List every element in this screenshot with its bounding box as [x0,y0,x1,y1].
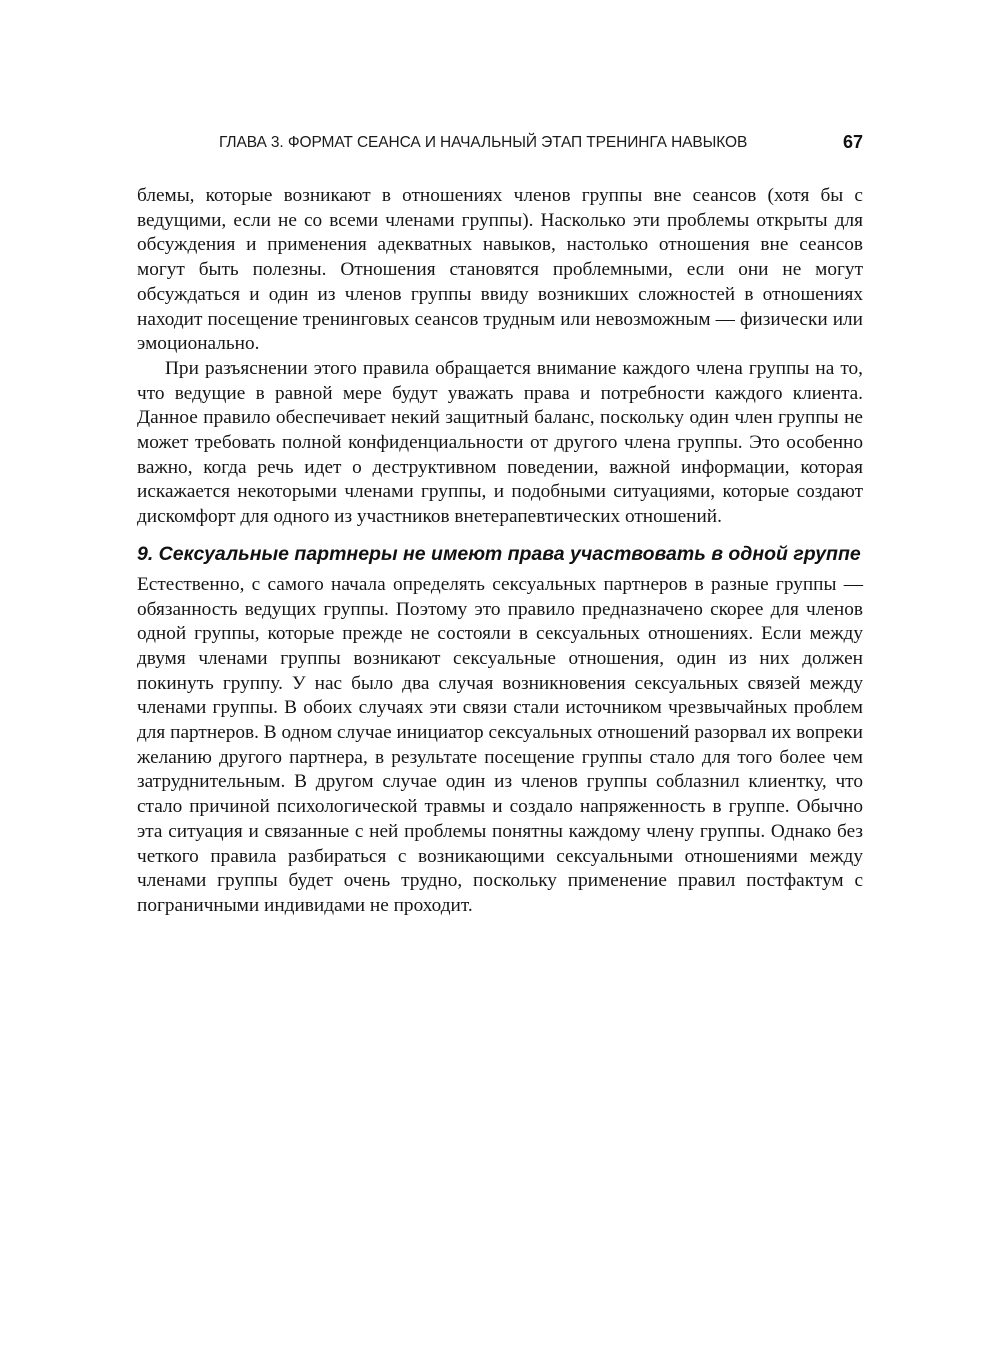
body-paragraph-continued: блемы, которые возникают в отношениях членов группы вне сеансов (хотя бы с ведущими, если не со всеми членами группы). Насколько эти проблемы открыты для обсуждения и применения адекватных навыков, настолько отношения вне сеансов могут быть полезны. Отношения становятся проблемными, если они не могут обсуждаться и один из членов группы ввиду возникших сложностей в отношениях находит посещение тренинговых сеансов трудным или невозможным — физически или эмоционально. [137,185,863,355]
body-paragraph: При разъяснении этого правила обращается внимание каждого члена группы на то, что ведущие в равной мере будут уважать права и потребности каждого клиента. Данное правило обеспечивает некий защитный баланс, поскольку один член группы не может требовать полной конфиденциальности от другого члена группы. Это особенно важно, когда речь идет о деструктивном поведении, важной информации, которая искажается некоторыми членами группы, и подобными ситуациями, которые создают дискомфорт для одного из участников внетерапевтических отношений. [137,357,863,528]
running-header [137,133,863,157]
page-body [137,184,863,919]
body-paragraph: Естественно, с самого начала определять сексуальных партнеров в разные группы — обязанность ведущих группы. Поэтому это правило предназначено скорее для членов одной группы, которые прежде не состояли в сексуальных отношениях. Если между двумя членами группы возникают сексуальные отношения, один из них должен покинуть группу. У нас было два случая возникновения сексуальных связей между членами группы. В обоих случаях эти связи стали источником чрезвычайных проблем для партнеров. В одном случае инициатор сексуальных отношений разорвал их вопреки желанию другого партнера, в результате посещение группы стало для того более чем затруднительным. В другом случае один из членов группы соблазнил клиентку, что стало причиной психологической травмы и создало напряженность в группе. Обычно эта ситуация и связанные с ней проблемы понятны каждому члену группы. Однако без четкого правила разбираться с возникающими сексуальными отношениями между членами группы будет очень трудно, поскольку применение правил постфактум с пограничными индивидами не проходит. [137,573,863,916]
chapter-running-title: ГЛАВА 3. ФОРМАТ СЕАНСА И НАЧАЛЬНЫЙ ЭТАП ТРЕНИНГА НАВЫКОВ [219,134,748,151]
page-number: 67 [842,132,863,152]
section-heading: 9. Сексуальные партнеры не имеют права участвовать в одной группе [137,542,861,565]
